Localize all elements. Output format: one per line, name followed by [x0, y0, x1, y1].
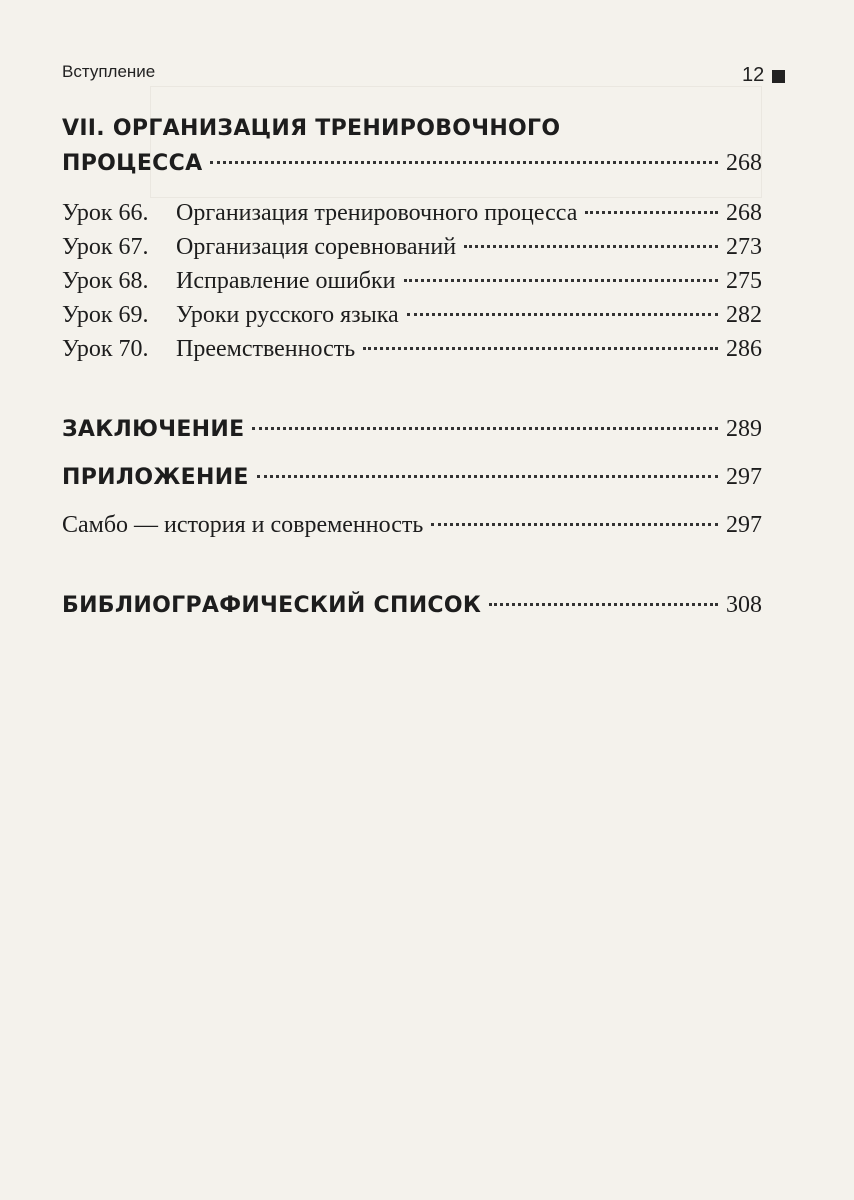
dot-leader — [431, 523, 718, 526]
dot-leader — [363, 347, 718, 350]
page-ref: 308 — [726, 592, 762, 618]
page-ref: 268 — [726, 150, 762, 176]
lesson-title: Организация соревнований — [176, 234, 457, 260]
toc-row-lesson-66[interactable] — [62, 200, 762, 236]
dot-leader — [489, 603, 718, 606]
toc-row-appendix-item[interactable] — [62, 512, 762, 548]
lesson-number: Урок 66. — [62, 200, 149, 226]
appendix-item-title: Самбо — история и современность — [62, 512, 424, 538]
page-ref: 282 — [726, 302, 762, 328]
lesson-title: Уроки русского языка — [176, 302, 399, 328]
bibliography-title: БИБЛИОГРАФИЧЕСКИЙ СПИСОК — [62, 593, 482, 618]
toc-row-conclusion[interactable] — [62, 416, 762, 452]
toc-row-lesson-68[interactable] — [62, 268, 762, 304]
dot-leader — [210, 161, 718, 164]
lesson-number: Урок 68. — [62, 268, 149, 294]
lesson-title: Преемственность — [176, 336, 356, 362]
page-ref: 297 — [726, 512, 762, 538]
toc-row-section-vii[interactable] — [62, 150, 762, 186]
dot-leader — [257, 475, 718, 478]
dot-leader — [252, 427, 718, 430]
page-number: 12 — [742, 64, 765, 86]
running-head: Вступление — [62, 62, 156, 81]
toc-row-lesson-70[interactable] — [62, 336, 762, 372]
page-ref: 289 — [726, 416, 762, 442]
appendix-title: ПРИЛОЖЕНИЕ — [62, 465, 249, 490]
toc-row-lesson-69[interactable] — [62, 302, 762, 338]
lesson-number: Урок 69. — [62, 302, 149, 328]
dot-leader — [464, 245, 718, 248]
dot-leader — [585, 211, 718, 214]
toc-row-bibliography[interactable] — [62, 592, 762, 628]
section-vii-title-line2: ПРОЦЕССА — [62, 151, 203, 176]
lesson-number: Урок 70. — [62, 336, 149, 362]
toc-row-lesson-67[interactable] — [62, 234, 762, 270]
dot-leader — [407, 313, 718, 316]
page-ref: 275 — [726, 268, 762, 294]
lesson-title: Организация тренировочного процесса — [176, 200, 578, 226]
page-ref: 286 — [726, 336, 762, 362]
page-ref: 268 — [726, 200, 762, 226]
toc-row-appendix[interactable] — [62, 464, 762, 500]
page-ref: 297 — [726, 464, 762, 490]
page-ref: 273 — [726, 234, 762, 260]
lesson-number: Урок 67. — [62, 234, 149, 260]
page-marker-square — [772, 70, 785, 83]
section-vii-title-line1: VII. ОРГАНИЗАЦИЯ ТРЕНИРОВОЧНОГО — [62, 116, 561, 141]
conclusion-title: ЗАКЛЮЧЕНИЕ — [62, 417, 245, 442]
lesson-title: Исправление ошибки — [176, 268, 396, 294]
dot-leader — [404, 279, 718, 282]
